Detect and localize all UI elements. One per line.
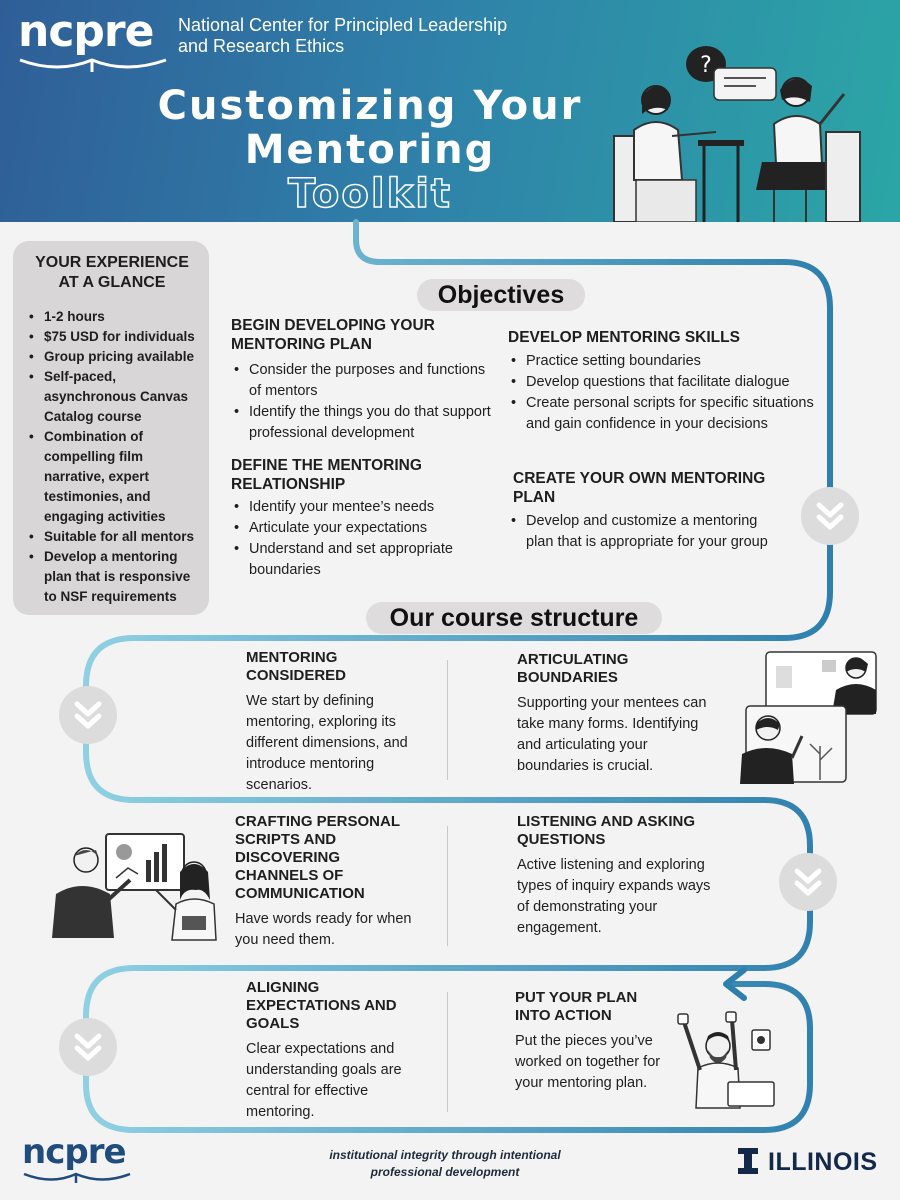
- block-i-icon: [738, 1148, 758, 1174]
- glance-item: • Develop a mentoring plan that is responsive to NSF requirements: [29, 547, 195, 607]
- objective-heading: CREATE YOUR OWN MENTORING PLAN: [513, 470, 766, 506]
- objective-define-relationship: [231, 456, 496, 581]
- chevron-down-icon: [59, 686, 117, 744]
- module-text: Have words ready for when you need them.: [235, 911, 412, 948]
- experience-at-a-glance-box: [13, 241, 209, 615]
- module-aligning-expectations: [246, 979, 426, 1123]
- header-banner: [0, 0, 900, 222]
- glance-item: • Group pricing available: [29, 347, 195, 367]
- divider: [447, 826, 448, 946]
- module-mentoring-considered: [246, 649, 426, 796]
- module-listening-questions: [517, 813, 717, 939]
- chevron-down-icon: [801, 487, 859, 545]
- mentoring-conversation-illustration: [606, 44, 868, 222]
- module-heading: ARTICULATING BOUNDARIES: [517, 651, 629, 686]
- chevron-down-icon: [779, 853, 837, 911]
- module-text: Clear expectations and understanding goals are central for effective mentoring.: [246, 1041, 402, 1120]
- logo-book-swoosh-icon: [18, 54, 168, 76]
- objective-item: • Create personal scripts for specific situations and gain confidence in your decisions: [508, 393, 816, 435]
- logo-wordmark: ncpre: [22, 1132, 126, 1172]
- org-name: National Center for Principled Leadership and Research Ethics: [178, 15, 508, 56]
- objectives-title: Objectives: [417, 279, 585, 311]
- ncpre-logo[interactable]: [18, 6, 183, 72]
- tagline: institutional integrity through intentional professional development: [329, 1148, 561, 1179]
- module-text: Put the pieces you’ve worked on together for your mentoring plan.: [515, 1033, 661, 1091]
- page-title: Customizing Your Mentoring Toolkit: [157, 83, 583, 217]
- module-heading: ALIGNING EXPECTATIONS AND GOALS: [246, 979, 397, 1032]
- objective-develop-skills: [508, 328, 816, 435]
- module-text: Active listening and exploring types of inquiry expands ways of demonstrating your engagement.: [517, 857, 711, 936]
- module-crafting-scripts: [235, 813, 415, 951]
- objective-item: • Develop and customize a mentoring plan that is appropriate for your group: [508, 511, 768, 553]
- glance-heading: YOUR EXPERIENCE AT A GLANCE: [35, 254, 189, 291]
- module-heading: PUT YOUR PLAN INTO ACTION: [515, 989, 638, 1024]
- module-text: Supporting your mentees can take many forms. Identifying and articulating your boundaries is crucial.: [517, 695, 707, 774]
- svg-text:?: ?: [700, 53, 712, 78]
- glance-item: • Combination of compelling film narrative, expert testimonies, and engaging activities: [29, 427, 195, 527]
- glance-item: • $75 USD for individuals: [29, 327, 195, 347]
- objective-item: • Understand and set appropriate boundaries: [231, 539, 496, 581]
- objective-item: • Develop questions that facilitate dialogue: [508, 372, 816, 393]
- glance-item: • Suitable for all mentors: [29, 527, 195, 547]
- module-articulating-boundaries: [517, 651, 717, 777]
- module-heading: MENTORING CONSIDERED: [246, 649, 347, 684]
- divider: [447, 660, 448, 780]
- objective-heading: DEFINE THE MENTORING RELATIONSHIP: [231, 457, 422, 493]
- course-structure-title: Our course structure: [366, 602, 662, 634]
- objective-heading: BEGIN DEVELOPING YOUR MENTORING PLAN: [231, 317, 435, 353]
- illinois-logo[interactable]: [738, 1148, 898, 1178]
- objective-item: • Practice setting boundaries: [508, 351, 816, 372]
- ncpre-footer-logo[interactable]: [22, 1134, 137, 1184]
- objective-begin-plan: [231, 316, 496, 444]
- chevron-down-icon: [59, 1018, 117, 1076]
- logo-wordmark: ncpre: [18, 6, 154, 57]
- glance-list: [29, 307, 195, 607]
- objective-heading: DEVELOP MENTORING SKILLS: [508, 329, 740, 346]
- module-heading: LISTENING AND ASKING QUESTIONS: [517, 813, 696, 848]
- objective-item: • Consider the purposes and functions of mentors: [231, 360, 496, 402]
- presentation-illustration: [46, 830, 218, 942]
- divider: [447, 992, 448, 1112]
- illinois-wordmark: ILLINOIS: [768, 1148, 878, 1176]
- objective-item: • Articulate your expectations: [231, 518, 496, 539]
- glance-item: • Self-paced, asynchronous Canvas Catalog course: [29, 367, 195, 427]
- video-call-illustration: [736, 650, 878, 786]
- objective-item: • Identify your mentee’s needs: [231, 497, 496, 518]
- module-heading: CRAFTING PERSONAL SCRIPTS AND DISCOVERING CHANNELS OF COMMUNICATION: [235, 813, 400, 902]
- module-text: We start by defining mentoring, exploring its different dimensions, and introduce mentoring scenarios.: [246, 693, 408, 793]
- logo-book-swoosh-icon: [22, 1170, 132, 1186]
- objective-create-plan: [513, 469, 768, 553]
- celebrating-person-illustration: [672, 1010, 782, 1110]
- glance-item: • 1-2 hours: [29, 307, 195, 327]
- module-put-plan-into-action: [515, 989, 675, 1094]
- objective-item: • Identify the things you do that support professional development: [231, 402, 496, 444]
